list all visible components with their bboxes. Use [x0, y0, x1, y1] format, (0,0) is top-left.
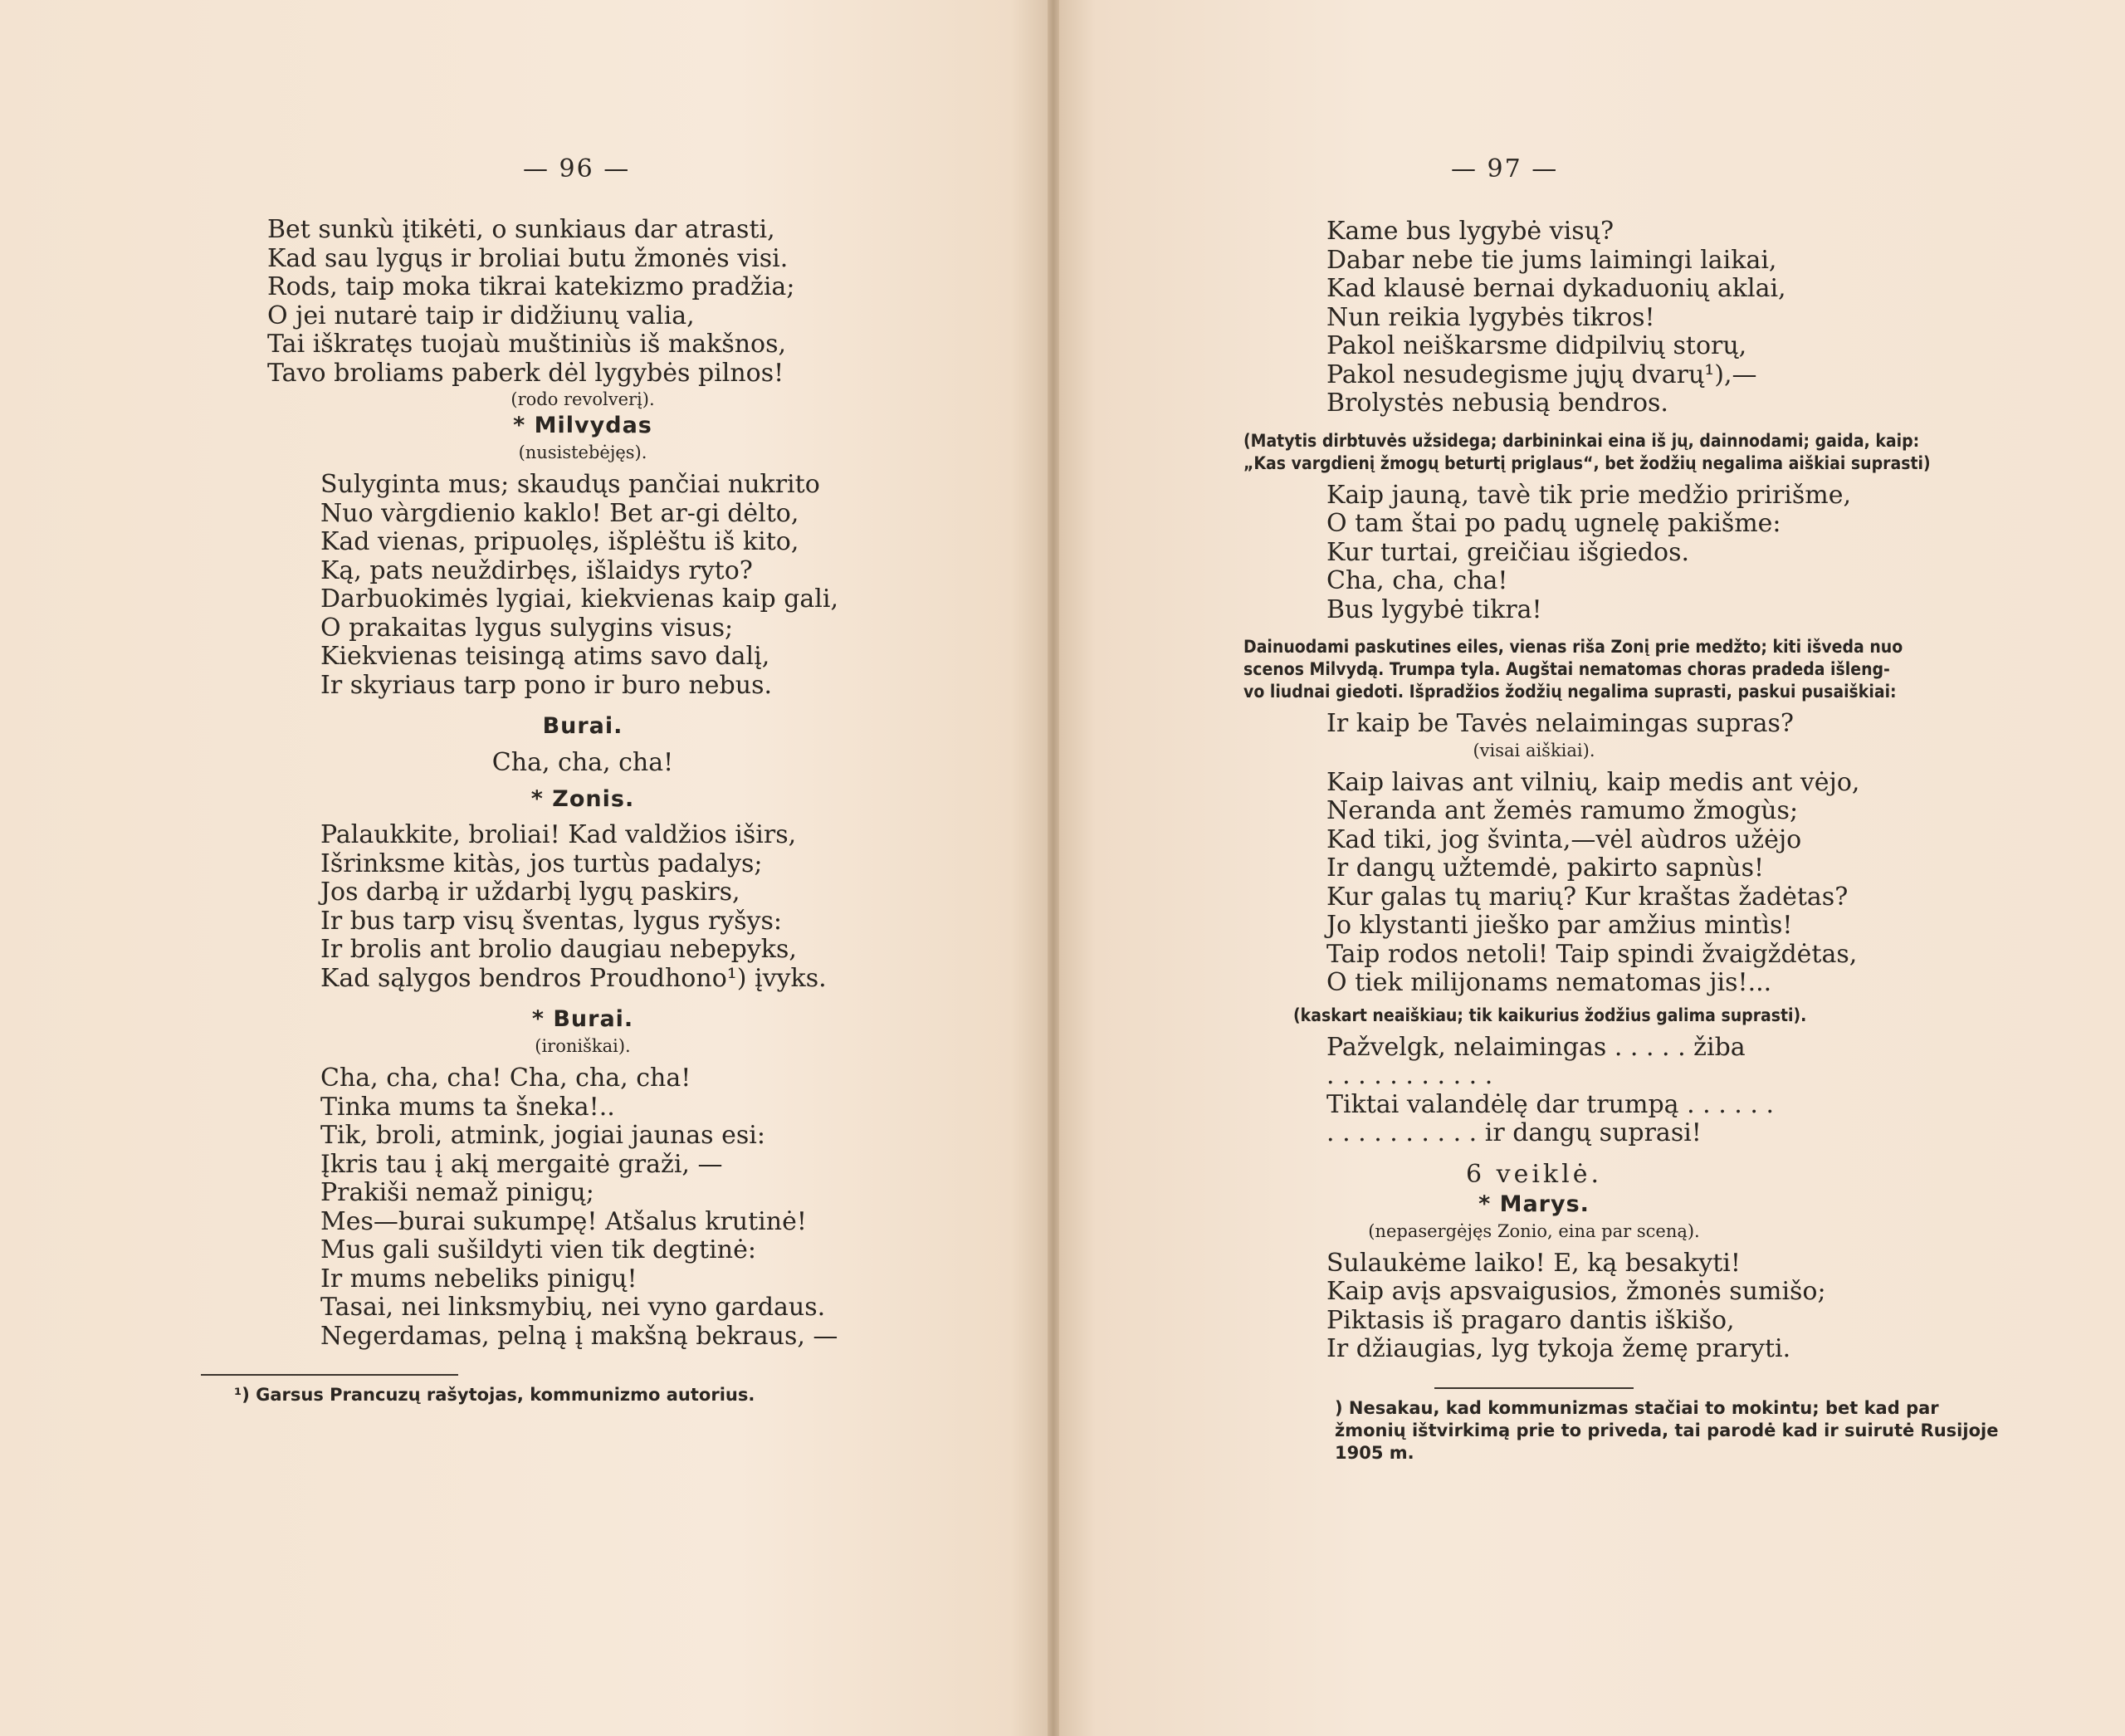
verse-line: Brolystės nebusią bendros. — [1326, 389, 1668, 418]
verse-line: O tam štai po padų ugnelę pakišme: — [1326, 509, 1781, 538]
right-page — [1053, 0, 2125, 1736]
verse-line: Kur turtai, greičiau išgiedos. — [1326, 537, 1690, 567]
verse-line: Pažvelgk, nelaimingas . . . . . žiba — [1326, 1032, 1746, 1062]
verse-line: Tai iškratęs tuojaù muštiniùs iš makšnos, — [267, 330, 787, 359]
verse-line: Kaip laivas ant vilnių, kaip medis ant vėjo, — [1326, 767, 1860, 797]
stage-direction: (ironiškai). — [535, 1036, 631, 1056]
verse-line: Tavo broliams paberk dėl lygybės pilnos! — [267, 358, 784, 388]
verse-line: Kur galas tų marių? Kur kraštas žadėtas? — [1326, 882, 1849, 912]
footnote-rule — [201, 1374, 458, 1376]
verse-line: Kaip avįs apsvaigusios, žmonės sumišo; — [1326, 1277, 1826, 1306]
stage-direction: (rodo revolverį). — [510, 389, 655, 409]
verse-line: Nuo vàrgdienio kaklo! Bet ar-gi dėlto, — [320, 498, 799, 528]
verse-line: Tinka mums ta šneka!.. — [320, 1092, 615, 1122]
verse-line: Kaip jauną, tavè tik prie medžio pririšme, — [1326, 480, 1852, 510]
verse-line: O jei nutarė taip ir didžiunų valia, — [267, 301, 695, 330]
verse-line: Išrinksme kitàs, jos turtùs padalys; — [320, 848, 763, 878]
verse-line: Prakiši nemaž pinigų; — [320, 1178, 594, 1207]
stage-direction: scenos Milvydą. Trumpa tyla. Augštai nematomas choras pradeda išleng- — [1243, 659, 1890, 679]
verse-line: Ir kaip be Tavės nelaimingas supras? — [1326, 709, 1794, 738]
verse-line: Sulaukėme laiko! E, ką besakyti! — [1326, 1248, 1741, 1278]
verse-line: Pakol nesudegisme jųjų dvarų¹),— — [1326, 359, 1757, 389]
footnote: ) Nesakau, kad kommunizmas stačiai to mokintu; bet kad par — [1335, 1397, 1939, 1418]
stage-direction: (nusistebėjęs). — [518, 443, 647, 462]
verse-line: Cha, cha, cha! — [491, 748, 674, 777]
stage-direction: (nepasergėjęs Zonio, eina par sceną). — [1368, 1220, 1700, 1241]
verse-line: Tiktai valandėlę dar trumpą . . . . . . — [1326, 1089, 1774, 1119]
verse-line: Cha, cha, cha! — [1326, 566, 1508, 595]
left-page — [0, 0, 1053, 1736]
verse-line: Nun reikia lygybės tikros! — [1326, 302, 1655, 332]
verse-line: Jo klystanti jieško par amžius mintìs! — [1326, 911, 1793, 940]
verse-line: Negerdamas, pelną į makšną bekraus, — — [320, 1321, 838, 1351]
verse-line: Kad sąlygos bendros Proudhono¹) įvyks. — [320, 963, 827, 993]
verse-line: Jos darbą ir uždarbį lygų paskirs, — [320, 878, 740, 907]
verse-line: Rods, taip moka tikrai katekizmo pradžia; — [267, 272, 795, 301]
verse-line: Mus gali sušildyti vien tik degtinė: — [320, 1235, 756, 1264]
verse-line: Taip rodos netoli! Taip spindi žvaigždėtas, — [1326, 939, 1858, 969]
stage-direction: (kaskart neaiškiau; tik kaikurius žodžius galima suprasti). — [1293, 1005, 1807, 1025]
verse-line: Piktasis iš pragaro dantis iškišo, — [1326, 1305, 1735, 1335]
verse-line: Tasai, nei linksmybių, nei vyno gardaus. — [320, 1293, 826, 1322]
right-page-text — [1243, 218, 2074, 1465]
stage-direction: vo liudnai giedoti. Išpradžios žodžių negalima suprasti, paskui pusaiškiai: — [1243, 682, 1897, 702]
footnote-rule — [1434, 1387, 1634, 1389]
verse-line: Kad sau lygųs ir broliai butu žmonės visi. — [267, 243, 789, 273]
verse-line: Bus lygybė tikra! — [1326, 594, 1542, 624]
stage-direction: „Kas vargdienį žmogų beturtį priglaus“, bet žodžių negalima aiškiai suprasti) — [1243, 452, 1931, 473]
verse-line: O tiek milijonams nematomas jis!... — [1326, 968, 1772, 997]
verse-line: Darbuokimės lygiai, kiekvienas kaip gali, — [320, 584, 839, 614]
verse-line: Ir brolis ant brolio daugiau nebepyks, — [320, 935, 797, 964]
left-page-text — [234, 215, 898, 1406]
verse-line: Ir džiaugias, lyg tykoja žemę praryti. — [1326, 1334, 1791, 1363]
verse-line: Ir dangų užtemdė, pakirto sapnùs! — [1326, 853, 1765, 883]
footnote: 1905 m. — [1335, 1442, 1414, 1463]
verse-line: Cha, cha, cha! Cha, cha, cha! — [320, 1064, 691, 1093]
page-number: — 97 — — [1451, 154, 1559, 183]
verse-line: Mes—burai sukumpę! Atšalus krutinė! — [320, 1206, 807, 1236]
verse-line: Ką, pats neuždirbęs, išlaidys ryto? — [320, 555, 753, 585]
verse-line: Pakol neiškarsme didpilvių storų, — [1326, 331, 1747, 360]
verse-line: . . . . . . . . . . ir dangų suprasi! — [1326, 1118, 1702, 1147]
footnote: ¹) Garsus Prancuzų rašytojas, kommunizmo autorius. — [234, 1385, 755, 1405]
verse-line: Neranda ant žemės ramumo žmogùs; — [1326, 796, 1799, 825]
speaker-name: * Burai. — [531, 1006, 634, 1032]
ellipsis-line: . . . . . . . . . . . — [1326, 1061, 1493, 1090]
speaker-name: Burai. — [542, 713, 623, 739]
scene-heading: 6 veiklė. — [1466, 1159, 1602, 1189]
stage-direction: (Matytis dirbtuvės užsidega; darbininkai eina iš jų, dainnodami; gaida, kaip: — [1243, 430, 1920, 451]
verse-line: Ir bus tarp visų šventas, lygus ryšys: — [320, 906, 782, 936]
speaker-name: * Zonis. — [530, 786, 635, 812]
verse-line: Bet sunkù įtikėti, o sunkiaus dar atrasti, — [267, 215, 775, 244]
verse-line: Kad tiki, jog švinta,—vėl aùdros užėjo — [1326, 824, 1802, 854]
verse-line: Įkris tau į akį mergaitė graži, — — [320, 1149, 723, 1179]
verse-line: Ir mums nebeliks pinigų! — [320, 1264, 638, 1293]
verse-line: Dabar nebe tie jums laimingi laikai, — [1326, 245, 1777, 275]
verse-line: Ir skyriaus tarp pono ir buro nebus. — [320, 670, 772, 700]
verse-line: Tik, broli, atmink, jogiai jaunas esi: — [320, 1121, 765, 1150]
page-number: — 96 — — [523, 154, 631, 183]
stage-direction: (visai aiškiai). — [1473, 740, 1595, 760]
speaker-name: * Marys. — [1478, 1191, 1590, 1217]
verse-line: Kad vienas, pripuolęs, išplėštu iš kito, — [320, 527, 799, 556]
footnote: žmonių ištvirkimą prie to priveda, tai parodė kad ir suirutė Rusijoje — [1335, 1420, 1999, 1440]
book-gutter — [1048, 0, 1059, 1736]
verse-line: Kiekvienas teisingą atims savo dalį, — [320, 642, 770, 671]
stage-direction: Dainuodami paskutines eiles, vienas riša Zonį prie medžto; kiti išveda nuo — [1243, 637, 1903, 657]
verse-line: O prakaitas lygus sulygins visus; — [320, 613, 734, 643]
verse-line: Sulyginta mus; skaudųs pančiai nukrito — [320, 470, 820, 499]
verse-line: Kame bus lygybė visų? — [1326, 217, 1615, 246]
verse-line: Palaukkite, broliai! Kad valdžios iširs, — [320, 820, 797, 849]
verse-line: Kad klausė bernai dykaduonių aklai, — [1326, 274, 1786, 303]
speaker-name: * Milvydas — [513, 413, 652, 438]
